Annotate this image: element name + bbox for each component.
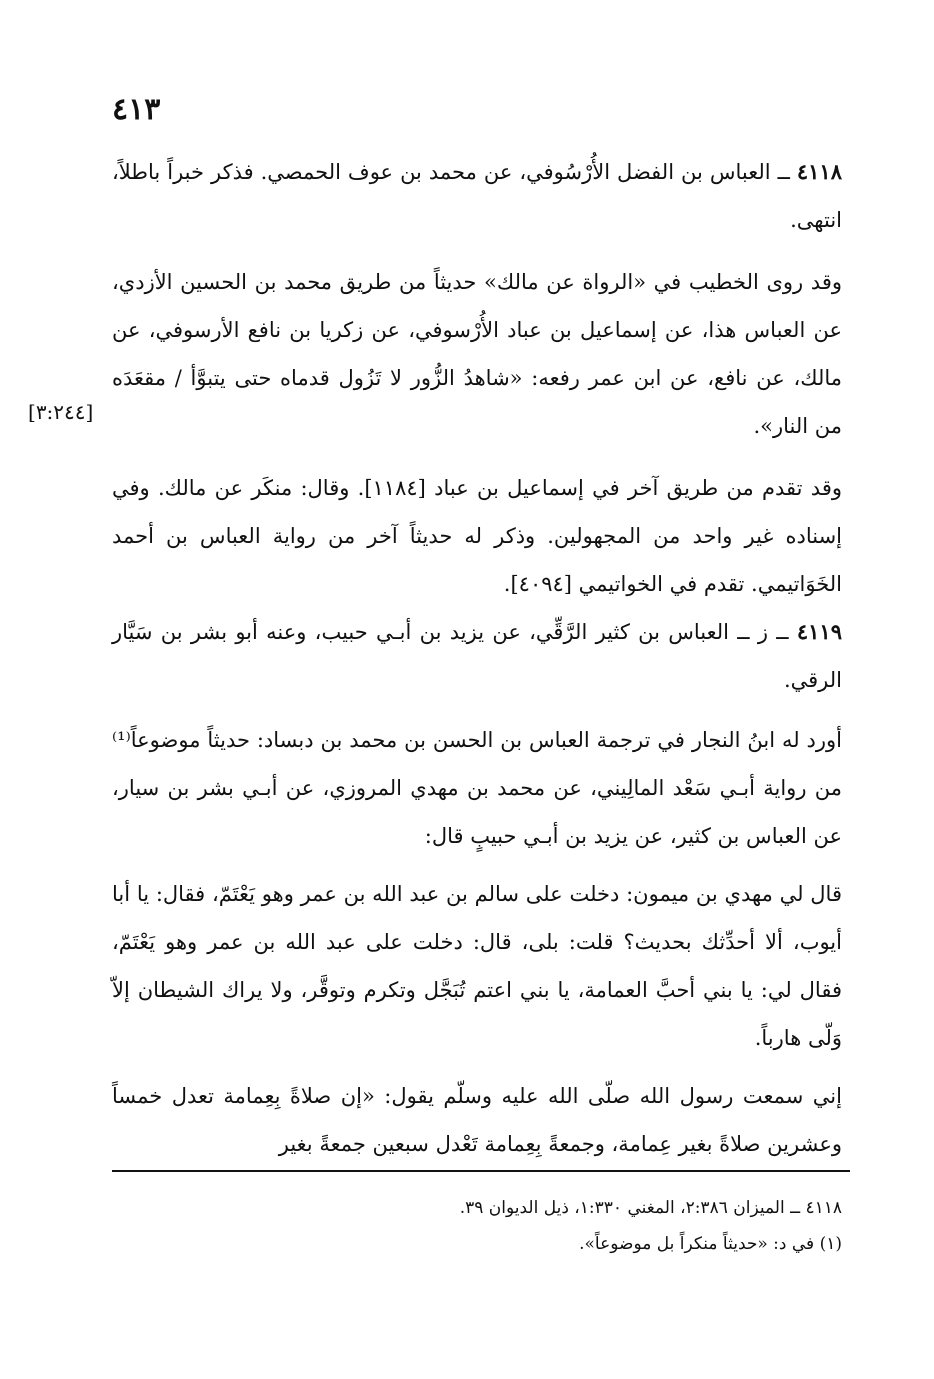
paragraph-mahdi-narration: قال لي مهدي بن ميمون: دخلت على سالم بن عبد الله بن عمر وهو يَعْتَمّ، فقال: يا أبا أيوب، ألا أحدِّثك بحديث؟ قلت: بلى، قال: دخلت على عبد الله بن عمر وهو يَعْتَمّ، فقال لي: يا بني أحبَّ العمامة، يا بني اعتم تُبَجَّل وتكرم وتوقَّر، ولا يراك الشيطان إلاّ وَلّى هارباً. xyxy=(112,882,842,1050)
entry-number: ٤١١٩ xyxy=(796,619,842,644)
entry-4119 xyxy=(112,608,842,704)
paragraph-khatib-narration: وقد روى الخطيب في «الرواة عن مالك» حديثاً من طريق محمد بن الحسين الأزدي، عن العباس هذا، عن إسماعيل بن عباد الأُرْسوفي، عن زكريا بن نافع الأرسوفي، عن مالك، عن نافع، عن ابن عمر رفعه: «شاهدُ الزُّور لا تَزُول قدماه حتى يتبوَّأ / مقعَدَه من النار». xyxy=(112,270,842,438)
footnote-divider xyxy=(112,1170,850,1172)
entry-text: ــ العباس بن الفضل الأُرْسُوفي، عن محمد بن عوف الحمصي. فذكر خبراً باطلاً، انتهى. xyxy=(112,160,842,232)
paragraph-hadith-turban: إني سمعت رسول الله صلّى الله عليه وسلّم يقول: «إن صلاةً بِعِمامة تعدل خمساً وعشرين صلاةً بغير عِمامة، وجمعةً بِعِمامة تَعْدل سبعين جمعةً بغير xyxy=(112,1084,842,1156)
paragraph-ibn-najjar: أورد له ابنُ النجار في ترجمة العباس بن الحسن بن محمد بن دبساد: حديثاً موضوعاً⁽¹⁾ من رواية أبـي سَعْد المالِيني، عن محمد بن مهدي المروزي، عن أبـي بشر بن سيار، عن العباس بن كثير، عن يزيد بن أبـي حبيبٍ قال: xyxy=(112,728,842,848)
entry-4118 xyxy=(112,148,842,244)
entry-text: ــ ز ــ العباس بن كثير الرَّقِّي، عن يزيد بن أبـي حبيب، وعنه أبو بشر بن سَيَّار الرقي. xyxy=(112,620,842,692)
paragraph-earlier-reference: وقد تقدم من طريق آخر في إسماعيل بن عباد [١١٨٤]. وقال: منكَر عن مالك. وفي إسناده غير واحد من المجهولين. وذكر له حديثاً آخر من رواية العباس بن أحمد الخَوَاتيمي. تقدم في الخواتيمي [٤٠٩٤]. xyxy=(112,476,843,596)
footnotes xyxy=(112,1190,842,1262)
footnote-sources: ٤١١٨ ــ الميزان ٢:٣٨٦، المغني ١:٣٣٠، ذيل الديوان ٣٩. xyxy=(459,1198,842,1218)
footnote-1: (١) في د: «حديثاً منكراً بل موضوعاً». xyxy=(579,1234,842,1254)
margin-reference: [٣:٢٤٤] xyxy=(28,400,94,424)
page-number: ٤١٣ xyxy=(112,92,161,127)
entry-number: ٤١١٨ xyxy=(796,159,842,184)
